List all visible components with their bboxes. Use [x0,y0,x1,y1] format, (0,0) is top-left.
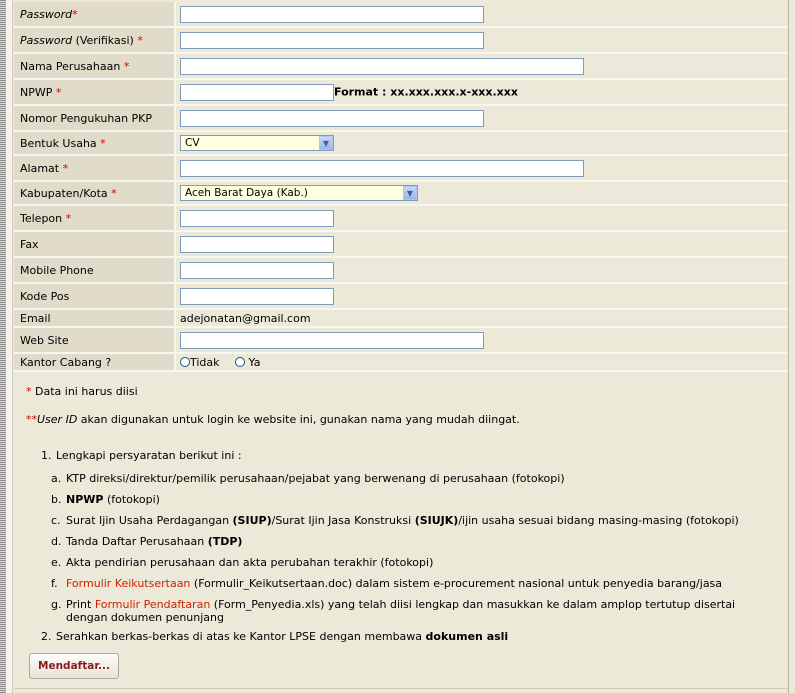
list-item: c. Surat Ijin Usaha Perdagangan (SIUP)/Surat Ijin Jasa Konstruksi (SIUJK)/ijin usaha sesuai bidang masing-masing (fotokopi) [51,514,739,527]
registration-form [14,2,788,372]
branch-no-radio[interactable] [180,357,190,367]
mobile-phone-label: Mobile Phone [14,258,176,284]
list-item: 1. Lengkapi persyaratan berikut ini : [41,449,242,462]
phone-input[interactable] [180,210,334,227]
pkp-number-label: Nomor Pengukuhan PKP [14,106,176,132]
divider [14,688,788,689]
userid-note: **User ID akan digunakan untuk login ke website ini, gunakan nama yang mudah diingat. [26,413,520,426]
address-label: Alamat * [14,156,176,182]
list-item: f. Formulir Keikutsertaan (Formulir_Keikutsertaan.doc) dalam sistem e-procurement nasional untuk penyedia barang/jasa [51,577,723,590]
address-input[interactable] [180,160,584,177]
mobile-phone-input[interactable] [180,262,334,279]
phone-label: Telepon * [14,206,176,232]
password-input[interactable] [180,6,484,23]
register-button[interactable]: Mendaftar... [29,653,119,679]
password-label: Password* [14,2,176,28]
window-left-frame [6,0,13,693]
list-item: g. Print Formulir Pendaftaran (Form_Penyedia.xls) yang telah diisi lengkap dan masukkan ke dalam amplop tertutup disertai dengan dokumen penunjang [51,598,736,624]
city-label: Kabupaten/Kota * [14,182,176,206]
company-name-input[interactable] [180,58,584,75]
fax-label: Fax [14,232,176,258]
company-name-label: Nama Perusahaan * [14,54,176,80]
business-type-label: Bentuk Usaha * [14,132,176,156]
password-verification-input[interactable] [180,32,484,49]
list-item: 2. Serahkan berkas-berkas di atas ke Kantor LPSE dengan membawa dokumen asli [41,630,509,643]
requirements-list [41,449,761,643]
password-verification-label: Password (Verifikasi) * [14,28,176,54]
npwp-input[interactable] [180,84,334,101]
list-item: b. NPWP (fotokopi) [51,493,160,506]
npwp-label: NPWP * [14,80,176,106]
website-label: Web Site [14,328,176,354]
website-input[interactable] [180,332,484,349]
registration-form-link[interactable]: Formulir Pendaftaran [94,598,211,611]
scrollbar-edge [788,0,795,693]
pkp-number-input[interactable] [180,110,484,127]
chevron-down-icon[interactable]: ▼ [319,136,333,150]
fax-input[interactable] [180,236,334,253]
branch-yes-radio[interactable] [235,357,245,367]
branch-office-label: Kantor Cabang ? [14,354,176,372]
chevron-down-icon[interactable]: ▼ [403,186,417,200]
business-type-select[interactable]: CV ▼ [180,135,334,151]
city-select[interactable]: Aceh Barat Daya (Kab.) ▼ [180,185,418,201]
list-item: d. Tanda Daftar Perusahaan (TDP) [51,535,243,548]
postal-code-input[interactable] [180,288,334,305]
list-item: e. Akta pendirian perusahaan dan akta perubahan terakhir (fotokopi) [51,556,434,569]
postal-code-label: Kode Pos [14,284,176,310]
participation-form-link[interactable]: Formulir Keikutsertaan [66,577,191,590]
list-item: a. KTP direksi/direktur/pemilik perusahaan/pejabat yang berwenang di perusahaan (fotokopi) [51,472,565,485]
required-note: * Data ini harus diisi [26,385,138,398]
npwp-format-hint: Format : xx.xxx.xxx.x-xxx.xxx [334,85,518,98]
branch-no-label: Tidak [190,355,220,369]
email-label: Email [14,310,176,328]
branch-yes-label: Ya [248,355,261,369]
email-value: adejonatan@gmail.com [180,311,311,325]
